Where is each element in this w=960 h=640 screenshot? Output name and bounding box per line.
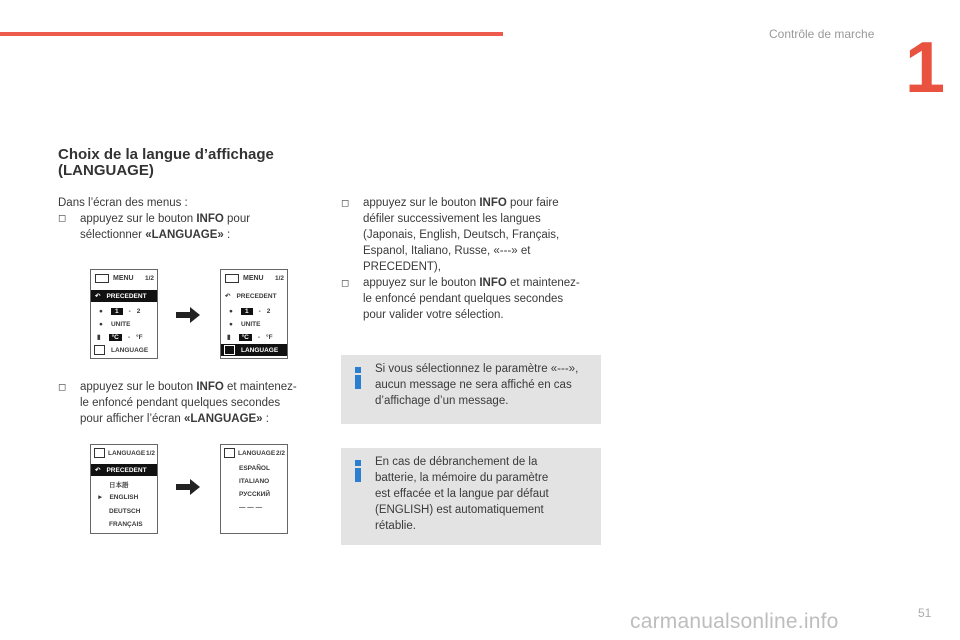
title-line-2: (LANGUAGE) [58,162,154,179]
thermometer-icon: ▮ [227,334,231,341]
info-text: d’affichage d’un message. [375,395,509,407]
section-name: Contrôle de marche [769,27,875,41]
screen-page: 2/2 [275,449,285,457]
screen-option-1: 1 [111,308,123,315]
screen-lang-none: — — — [239,503,263,511]
screen-celsius: °C [239,334,252,341]
arrow-right-icon [176,307,200,323]
screen-page: 1/2 [144,274,154,282]
back-icon: ↶ [225,293,231,300]
screen-precedent: PRECEDENT [106,292,147,300]
menu-screen-after: MENU 1/2 ↶ PRECEDENT ● 1 - 2 ● UNITE ▮ °C - °F LANGUAGE [220,269,288,359]
step-2: appuyez sur le bouton INFO et maintenez- le enfoncé pendant quelques secondes pour afficher l’écran «LANGUAGE» : [80,381,297,425]
bullet-icon: ◻ [58,382,67,393]
screen-lang-english: ENGLISH [109,493,139,501]
arrow-right-icon [176,479,200,495]
screen-precedent: PRECEDENT [236,292,277,300]
step-1: appuyez sur le bouton INFO pour sélectionner «LANGUAGE» : [80,213,251,241]
screen-unite: UNITE [110,320,131,328]
screen-lang-deutsch: DEUTSCH [109,507,141,515]
screen-lang-francais: FRANÇAIS [109,520,143,528]
screen-option-1: 1 [241,308,253,315]
step-3: appuyez sur le bouton INFO pour faire défiler successivement les langues (Japonais, English, Deutsch, Français, Espanol, Italiano, Russe, «---» et PRECEDENT), [363,197,560,273]
bullet-icon: ◻ [58,213,67,224]
info-text: Si vous sélectionnez le paramètre «---», [375,363,579,375]
selector-arrow-icon: ► [97,493,104,501]
screen-page: 1/2 [274,274,284,282]
screen-title: MENU [113,274,134,282]
info-text: rétablie. [375,520,416,532]
language-icon [94,345,105,355]
language-screen-page-1 [90,444,158,534]
chapter-number: 1 [905,28,946,108]
info-text: (ENGLISH) est automatiquement [375,504,544,516]
back-icon: ↶ [95,467,101,474]
back-icon: ↶ [95,293,101,300]
intro-text: Dans l’écran des menus : [58,197,188,209]
screen-fahrenheit: °F [136,333,143,341]
screen-celsius: °C [109,334,122,341]
screen-lang-japanese: 日本語 [109,481,129,489]
header-accent-bar [0,32,503,36]
menu-screen-before: MENU 1/2 ↶ PRECEDENT ● 1 - 2 ● UNITE ▮ °C - °F LANGUAGE [90,269,158,359]
screen-option-2: 2 [266,307,271,315]
language-screen-page-2 [220,444,288,534]
screen-fahrenheit: °F [266,333,273,341]
info-box-no-message [341,355,601,424]
info-box-battery [341,448,601,545]
screen-lang-italiano: ITALIANO [239,477,270,485]
watermark: carmanualsonline.info [630,610,839,633]
page-number: 51 [918,606,932,620]
screen-title: LANGUAGE [108,449,146,457]
screen-language: LANGUAGE [111,346,149,354]
screen-precedent: PRECEDENT [106,466,147,474]
screen-title: LANGUAGE [238,449,276,457]
screen-option-2: 2 [136,307,141,315]
info-icon [353,367,363,389]
language-icon [224,345,235,355]
language-icon [224,448,235,458]
pin-icon: ● [99,320,103,328]
screen-language: LANGUAGE [241,346,279,354]
info-text: batterie, la mémoire du paramètre [375,472,549,484]
screen-lang-russian: РУССКИЙ [239,490,270,498]
step-4: appuyez sur le bouton INFO et maintenez- le enfoncé pendant quelques secondes pour valider votre sélection. [363,277,580,321]
title-line-1: Choix de la langue d’affichage [58,146,274,163]
menu-icon [225,274,239,283]
thermometer-icon: ▮ [97,334,101,341]
screen-lang-espanol: ESPAÑOL [239,464,270,472]
page-title [58,147,274,179]
pin-icon: ● [229,320,233,328]
info-text: En cas de débranchement de la [375,456,538,468]
info-icon [353,460,363,482]
bullet-icon: ◻ [341,198,350,209]
screen-title: MENU [243,274,264,282]
screen-unite: UNITE [240,320,261,328]
language-icon [94,448,105,458]
info-text: est effacée et la langue par défaut [375,488,549,500]
pin-icon: ● [229,307,233,315]
menu-icon [95,274,109,283]
bullet-icon: ◻ [341,278,350,289]
info-text: aucun message ne sera affiché en cas [375,379,572,391]
screen-page: 1/2 [145,449,155,457]
pin-icon: ● [99,307,103,315]
